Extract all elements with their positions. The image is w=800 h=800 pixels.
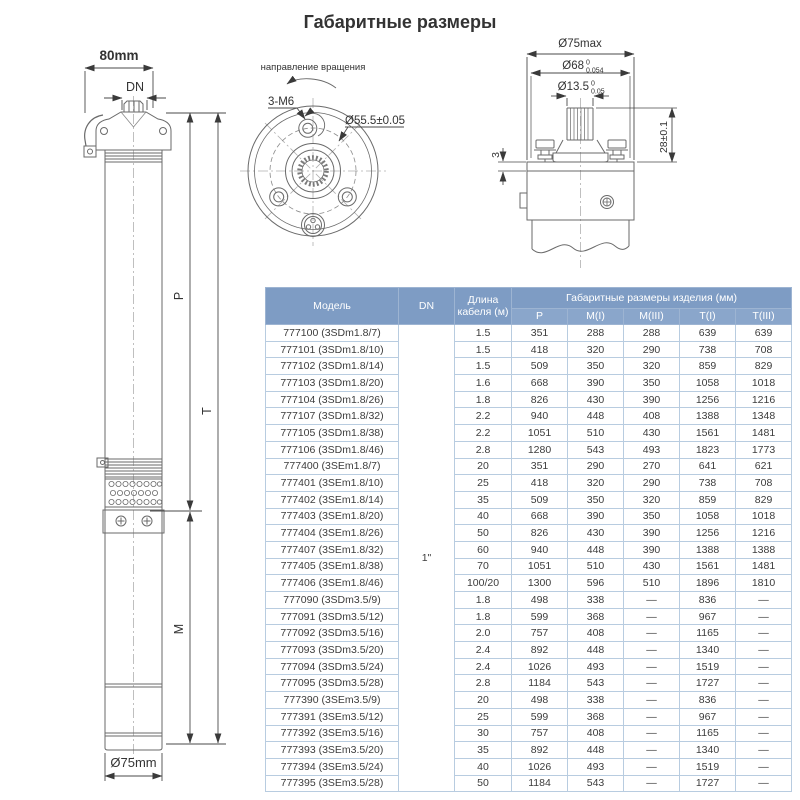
model-cell: 777401 (3SEm1.8/10): [266, 475, 399, 492]
value-cell: 1026: [512, 658, 568, 675]
value-cell: 430: [568, 525, 624, 542]
dim-13-5-tol-upper: 0: [591, 80, 595, 88]
table-row: [266, 325, 792, 342]
value-cell: 510: [568, 558, 624, 575]
col-header-mi: M(I): [568, 309, 624, 325]
model-cell: 777103 (3SDm1.8/20): [266, 375, 399, 392]
value-cell: 641: [680, 458, 736, 475]
value-cell: 30: [455, 725, 512, 742]
table-row: [266, 391, 792, 408]
value-cell: 290: [568, 458, 624, 475]
table-body: [266, 325, 792, 792]
value-cell: —: [624, 608, 680, 625]
model-cell: 777395 (3SEm3.5/28): [266, 775, 399, 792]
dim-68-tol-upper: 0: [586, 59, 590, 67]
value-cell: 350: [568, 358, 624, 375]
table-row: [266, 758, 792, 775]
pilot-diameter-label: Ø55.5±0.05: [345, 115, 406, 127]
value-cell: —: [624, 642, 680, 659]
model-cell: 777092 (3SDm3.5/16): [266, 625, 399, 642]
value-cell: 60: [455, 541, 512, 558]
value-cell: 1.5: [455, 341, 512, 358]
dim-13-5-label: Ø13.5: [557, 81, 589, 93]
model-cell: 777407 (3SEm1.8/32): [266, 541, 399, 558]
value-cell: 350: [568, 491, 624, 508]
table-row: [266, 708, 792, 725]
value-cell: 1388: [680, 408, 736, 425]
value-cell: 708: [736, 475, 792, 492]
value-cell: 498: [512, 592, 568, 609]
motor-head-view: [520, 98, 634, 268]
table-row: [266, 358, 792, 375]
value-cell: 1340: [680, 642, 736, 659]
value-cell: 1165: [680, 625, 736, 642]
value-cell: —: [624, 725, 680, 742]
value-cell: 290: [624, 475, 680, 492]
value-cell: 40: [455, 508, 512, 525]
value-cell: 1165: [680, 725, 736, 742]
model-cell: 777406 (3SEm1.8/46): [266, 575, 399, 592]
dim-75mm-label: Ø75mm: [110, 755, 157, 770]
value-cell: 940: [512, 541, 568, 558]
value-cell: 493: [624, 441, 680, 458]
value-cell: 543: [568, 775, 624, 792]
value-cell: 320: [568, 475, 624, 492]
value-cell: 1184: [512, 775, 568, 792]
table-row: [266, 341, 792, 358]
value-cell: —: [736, 742, 792, 759]
value-cell: 338: [568, 692, 624, 709]
value-cell: —: [736, 692, 792, 709]
value-cell: 599: [512, 608, 568, 625]
value-cell: 100/20: [455, 575, 512, 592]
value-cell: —: [736, 658, 792, 675]
value-cell: 1388: [680, 541, 736, 558]
dim-m-label: M: [172, 623, 186, 635]
value-cell: 1340: [680, 742, 736, 759]
value-cell: 1300: [512, 575, 568, 592]
value-cell: 418: [512, 341, 568, 358]
col-header-ti: T(I): [680, 309, 736, 325]
value-cell: 1727: [680, 675, 736, 692]
value-cell: 390: [624, 525, 680, 542]
value-cell: 1773: [736, 441, 792, 458]
table-row: [266, 458, 792, 475]
dim-p-label: P: [172, 291, 186, 301]
table-row: [266, 408, 792, 425]
value-cell: 859: [680, 358, 736, 375]
model-cell: 777405 (3SEm1.8/38): [266, 558, 399, 575]
value-cell: 390: [568, 375, 624, 392]
value-cell: —: [736, 608, 792, 625]
value-cell: 25: [455, 475, 512, 492]
value-cell: 1727: [680, 775, 736, 792]
table-row: [266, 625, 792, 642]
value-cell: 708: [736, 341, 792, 358]
value-cell: 510: [624, 575, 680, 592]
value-cell: 493: [568, 658, 624, 675]
model-cell: 777090 (3SDm3.5/9): [266, 592, 399, 609]
value-cell: —: [624, 592, 680, 609]
value-cell: —: [624, 758, 680, 775]
value-cell: 1051: [512, 558, 568, 575]
col-header-cable: Длина кабеля (м): [455, 288, 512, 325]
table-row: [266, 525, 792, 542]
model-cell: 777391 (3SEm3.5/12): [266, 708, 399, 725]
value-cell: 35: [455, 742, 512, 759]
value-cell: 448: [568, 642, 624, 659]
value-cell: 2.8: [455, 675, 512, 692]
value-cell: 1184: [512, 675, 568, 692]
value-cell: 390: [624, 391, 680, 408]
value-cell: 1058: [680, 375, 736, 392]
value-cell: 1026: [512, 758, 568, 775]
value-cell: 509: [512, 491, 568, 508]
table-row: [266, 642, 792, 659]
dim-13-5-tol-lower: 0.05: [591, 88, 605, 96]
table-row: [266, 441, 792, 458]
value-cell: 639: [736, 325, 792, 342]
value-cell: 2.2: [455, 425, 512, 442]
motor-head-dimensions: [490, 38, 677, 185]
value-cell: 350: [624, 375, 680, 392]
table-row: [266, 541, 792, 558]
value-cell: 826: [512, 391, 568, 408]
value-cell: 967: [680, 708, 736, 725]
value-cell: 390: [568, 508, 624, 525]
dim-68-tol-lower: 0.054: [586, 67, 604, 75]
value-cell: 498: [512, 692, 568, 709]
value-cell: 1.6: [455, 375, 512, 392]
value-cell: 2.4: [455, 642, 512, 659]
value-cell: 368: [568, 708, 624, 725]
model-cell: 777100 (3SDm1.8/7): [266, 325, 399, 342]
value-cell: 350: [624, 508, 680, 525]
value-cell: 829: [736, 358, 792, 375]
value-cell: —: [736, 708, 792, 725]
model-cell: 777393 (3SEm3.5/20): [266, 742, 399, 759]
value-cell: 892: [512, 642, 568, 659]
dim-28-label: 28±0.1: [658, 120, 670, 154]
value-cell: 1256: [680, 391, 736, 408]
value-cell: 668: [512, 508, 568, 525]
value-cell: —: [736, 592, 792, 609]
value-cell: 320: [624, 491, 680, 508]
col-header-p: P: [512, 309, 568, 325]
value-cell: 1561: [680, 558, 736, 575]
value-cell: 967: [680, 608, 736, 625]
value-cell: 368: [568, 608, 624, 625]
value-cell: 2.4: [455, 658, 512, 675]
value-cell: 510: [568, 425, 624, 442]
model-cell: 777091 (3SDm3.5/12): [266, 608, 399, 625]
value-cell: 826: [512, 525, 568, 542]
value-cell: 1216: [736, 525, 792, 542]
value-cell: 859: [680, 491, 736, 508]
model-cell: 777094 (3SDm3.5/24): [266, 658, 399, 675]
value-cell: 35: [455, 491, 512, 508]
table-row: [266, 375, 792, 392]
value-cell: 1018: [736, 375, 792, 392]
value-cell: 288: [568, 325, 624, 342]
value-cell: 836: [680, 592, 736, 609]
value-cell: —: [736, 642, 792, 659]
value-cell: 290: [624, 341, 680, 358]
value-cell: 1348: [736, 408, 792, 425]
value-cell: 509: [512, 358, 568, 375]
col-header-dn: DN: [399, 288, 455, 325]
value-cell: 1018: [736, 508, 792, 525]
value-cell: —: [624, 708, 680, 725]
model-cell: 777093 (3SDm3.5/20): [266, 642, 399, 659]
value-cell: —: [624, 625, 680, 642]
pump-side-view: [84, 96, 171, 762]
value-cell: 940: [512, 408, 568, 425]
value-cell: 892: [512, 742, 568, 759]
value-cell: 738: [680, 475, 736, 492]
value-cell: 408: [624, 408, 680, 425]
table-row: [266, 692, 792, 709]
value-cell: —: [736, 625, 792, 642]
value-cell: 288: [624, 325, 680, 342]
value-cell: 1.5: [455, 325, 512, 342]
value-cell: 1.8: [455, 592, 512, 609]
value-cell: 338: [568, 592, 624, 609]
value-cell: 1519: [680, 658, 736, 675]
page-title: Габаритные размеры: [303, 12, 497, 32]
value-cell: 430: [624, 425, 680, 442]
value-cell: 50: [455, 525, 512, 542]
value-cell: 1058: [680, 508, 736, 525]
value-cell: 1256: [680, 525, 736, 542]
value-cell: 1.5: [455, 358, 512, 375]
value-cell: 448: [568, 541, 624, 558]
model-cell: 777404 (3SEm1.8/26): [266, 525, 399, 542]
col-header-miii: M(III): [624, 309, 680, 325]
dim-75max-label: Ø75max: [558, 38, 602, 50]
table-row: [266, 592, 792, 609]
value-cell: 70: [455, 558, 512, 575]
value-cell: 1388: [736, 541, 792, 558]
table-row: [266, 742, 792, 759]
value-cell: 1810: [736, 575, 792, 592]
dimensions-table: [265, 287, 792, 792]
value-cell: 1051: [512, 425, 568, 442]
dim-dn-label: DN: [125, 80, 145, 94]
value-cell: 2.0: [455, 625, 512, 642]
model-cell: 777402 (3SEm1.8/14): [266, 491, 399, 508]
screen-holes: [109, 481, 162, 504]
table-row: [266, 725, 792, 742]
table-row: [266, 775, 792, 792]
value-cell: 320: [568, 341, 624, 358]
value-cell: 639: [680, 325, 736, 342]
dim-t-label: T: [200, 407, 214, 415]
value-cell: 20: [455, 692, 512, 709]
model-cell: 777106 (3SDm1.8/46): [266, 441, 399, 458]
value-cell: 390: [624, 541, 680, 558]
dim-80mm-label: 80mm: [99, 48, 139, 63]
value-cell: 50: [455, 775, 512, 792]
value-cell: 430: [568, 391, 624, 408]
table-row: [266, 508, 792, 525]
value-cell: —: [736, 725, 792, 742]
value-cell: 2.2: [455, 408, 512, 425]
table-row: [266, 658, 792, 675]
value-cell: 351: [512, 458, 568, 475]
value-cell: 25: [455, 708, 512, 725]
col-header-tiii: T(III): [736, 309, 792, 325]
table-row: [266, 675, 792, 692]
value-cell: 418: [512, 475, 568, 492]
value-cell: 320: [624, 358, 680, 375]
value-cell: —: [736, 775, 792, 792]
value-cell: 1280: [512, 441, 568, 458]
value-cell: 40: [455, 758, 512, 775]
value-cell: 270: [624, 458, 680, 475]
model-cell: 777095 (3SDm3.5/28): [266, 675, 399, 692]
model-cell: 777107 (3SDm1.8/32): [266, 408, 399, 425]
rotation-direction-label: направление вращения: [260, 62, 366, 73]
model-cell: 777104 (3SDm1.8/26): [266, 391, 399, 408]
model-cell: 777390 (3SEm3.5/9): [266, 692, 399, 709]
table-row: [266, 575, 792, 592]
dim-68-label: Ø68: [562, 60, 584, 72]
value-cell: —: [624, 658, 680, 675]
value-cell: 829: [736, 491, 792, 508]
value-cell: —: [624, 692, 680, 709]
model-cell: 777403 (3SEm1.8/20): [266, 508, 399, 525]
value-cell: —: [624, 742, 680, 759]
value-cell: 1216: [736, 391, 792, 408]
value-cell: 836: [680, 692, 736, 709]
value-cell: 351: [512, 325, 568, 342]
model-cell: 777101 (3SDm1.8/10): [266, 341, 399, 358]
value-cell: —: [736, 758, 792, 775]
value-cell: 757: [512, 725, 568, 742]
value-cell: 1481: [736, 425, 792, 442]
value-cell: 1.8: [455, 391, 512, 408]
value-cell: 621: [736, 458, 792, 475]
value-cell: 543: [568, 441, 624, 458]
value-cell: 1823: [680, 441, 736, 458]
table-row: [266, 425, 792, 442]
dim-3-label: 3: [490, 152, 502, 158]
bolts-label: 3-M6: [268, 96, 295, 108]
table-row: [266, 491, 792, 508]
model-cell: 777394 (3SEm3.5/24): [266, 758, 399, 775]
value-cell: 408: [568, 725, 624, 742]
value-cell: 430: [624, 558, 680, 575]
model-cell: 777102 (3SDm1.8/14): [266, 358, 399, 375]
value-cell: 1896: [680, 575, 736, 592]
value-cell: 596: [568, 575, 624, 592]
value-cell: 668: [512, 375, 568, 392]
value-cell: 20: [455, 458, 512, 475]
value-cell: 543: [568, 675, 624, 692]
value-cell: 448: [568, 742, 624, 759]
model-cell: 777105 (3SDm1.8/38): [266, 425, 399, 442]
value-cell: 1519: [680, 758, 736, 775]
col-header-dims-group: Габаритные размеры изделия (мм): [512, 288, 792, 309]
dn-cell: 1": [399, 325, 455, 792]
table-row: [266, 608, 792, 625]
value-cell: 1561: [680, 425, 736, 442]
value-cell: —: [736, 675, 792, 692]
model-cell: 777400 (3SEm1.8/7): [266, 458, 399, 475]
pump-top-view: [240, 62, 386, 246]
value-cell: 1.8: [455, 608, 512, 625]
value-cell: 493: [568, 758, 624, 775]
value-cell: 2.8: [455, 441, 512, 458]
value-cell: 738: [680, 341, 736, 358]
value-cell: 408: [568, 625, 624, 642]
col-header-model: Модель: [266, 288, 399, 325]
value-cell: 757: [512, 625, 568, 642]
pump-top-view-labels: [268, 96, 405, 141]
value-cell: 448: [568, 408, 624, 425]
table-row: [266, 475, 792, 492]
value-cell: —: [624, 675, 680, 692]
value-cell: 1481: [736, 558, 792, 575]
value-cell: 599: [512, 708, 568, 725]
pump-side-dimensions: [85, 48, 226, 781]
value-cell: —: [624, 775, 680, 792]
table-row: [266, 558, 792, 575]
model-cell: 777392 (3SEm3.5/16): [266, 725, 399, 742]
